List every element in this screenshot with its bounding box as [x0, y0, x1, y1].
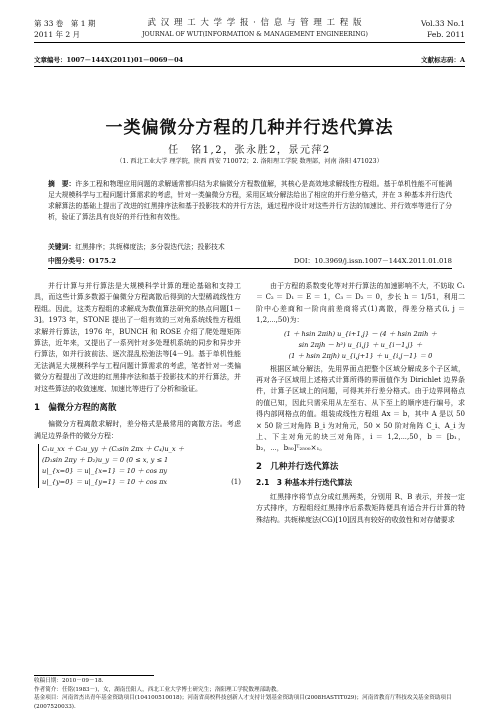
running-header-right — [421, 18, 465, 40]
document-code: 文献标志码：A — [420, 56, 465, 64]
clc-number: 中图分类号：O175.2 — [48, 257, 116, 265]
equation-line: (1 ＋ hsin 2πih) u_{i+1,j} － (4 ＋ hsin 2πih ＋ — [283, 329, 438, 338]
equation-line: sin 2πjh － h²) u_{i,j} ＋ u_{i－1,j} ＋ — [298, 340, 423, 349]
footnote-rule — [34, 675, 154, 676]
paragraph: 由于方程的系数变化等对并行算法的加速影响不大，不妨取 C₁ ＝ C₂ ＝ D₁ ＝ E ＝ 1，C₃ ＝ D₂ ＝ 0，步长 h ＝ 1/51，利用二阶中心差商和一阶向前差商将式(1)离散，得差分格式(i, j ＝ 1,2,⋯,50)为： — [256, 282, 465, 325]
equation-line: (1 ＋ hsin 2πjh) u_{i,j+1} ＋ u_{i,j－1} ＝ 0 — [288, 351, 433, 360]
keywords — [48, 242, 452, 253]
abstract-label: 摘 要： — [48, 180, 76, 188]
section-1-heading: 1 偏微分方程的离散 — [34, 403, 117, 414]
equation-number: (1) — [231, 477, 241, 486]
equation-line: C₁u_xx ＋ C₂u_yy ＋ (C₃sin 2πx ＋ C₄)u_x ＋ — [42, 445, 185, 454]
equation-line: u|_{y=0} ＝ u|_{y=1} ＝ 10 ＋ cos πx — [42, 478, 168, 487]
paragraph: 根据区域分解法，先用界面点把整个区域分解成多个子区域，再对各子区域用上述格式计算所得的界面值作为 Dirichlet 边界条件，计算子区域上的问题，可得其并行差分格式。由于边界网格点的值已知，因此只需采用从左至右、从下至上的顺序进行编号，求得内部网格点的值。组装成线性方程组 Ax ＝ b，其中 A 是以 50 × 50 阶三对角阵 B_i 为对角元，50 × 50 阶对角阵 C_i、A_i 为上、下主对角元的块三对角阵，i ＝ 1,2,⋯,50，b ＝ [b₁，b₂，⋯，b₅₀]ᵀ₂₅₀₀×₁。 — [256, 364, 465, 453]
journal-name-en: JOURNAL OF WUT(INFORMATION & MANAGEMENT ENGINEERING) — [142, 31, 368, 38]
section-2-heading: 2 几种并行迭代算法 — [256, 461, 339, 472]
running-header-center — [110, 18, 400, 40]
equation-line: (D₁sin 2πy ＋ D₂)u_y ＝ 0 (0 ≤ x, y ≤ 1 — [42, 456, 169, 465]
subsection-2-1-heading: 2.1 3 种基本并行迭代算法 — [256, 478, 353, 488]
meta-rule — [34, 66, 465, 67]
intro-paragraph: 并行计算与并行算法是大规模科学计算的理论基础和支持工具，而这些计算多数源于偏微分方程离散后得到的大型稀疏线性方程组。因此，这类方程组的求解成为数值算法研究的热点问题[1－3]。1973 年，STONE 提出了一组有效的三对角系统线性方程组求解并行算法，1976 年，BUNCH 和 ROSE 介绍了爬处理矩阵算法，近年来，又提出了一系列针对多处理机系统的同步和异步并行算法，如并行波前法、逐次混乱松弛法等[4－9]。基于单机性能无法满足大规模科学与工程问题计算需求的考虑，笔者针对一类偏微分方程提出了改进的红黑排序法和基于投影技术的并行算法，并对这些算法的收敛速度、加速比等进行了分析和验证。 — [34, 282, 241, 393]
article-number: 文章编号：1007－144X(2011)01－0069－04 — [34, 56, 184, 64]
funding-info: 基金项目：河南省杰出青年基金资助项目(104100510018)；河南省高校科技创新人才支持计划基金资助项目(2008HASTIT029)；河南省教育厅科技攻关基金资助项目(2007520033). — [34, 695, 452, 710]
paragraph: 红黑排序将节点分成红黑两类，分别用 R、B 表示，并按一定方式排序，方程组经红黑排序后系数矩阵便具有适合并行计算的特殊结构。共轭梯度法(CG)[10]因具有较好的收敛性和对存储要求 — [256, 492, 465, 524]
doi: DOI：10.3969/j.issn.1007－144X.2011.01.018 — [293, 257, 452, 265]
classification-line — [48, 255, 452, 265]
abstract — [48, 179, 452, 223]
journal-name-cn: 武 汉 理 工 大 学 学 报 · 信 息 与 管 理 工 程 版 — [147, 18, 363, 28]
running-header-left — [34, 18, 95, 40]
paper-title: 一类偏微分方程的几种并行迭代算法 — [105, 118, 394, 138]
header-rule — [34, 42, 465, 43]
section-1-text: 偏微分方程离散求解时，差分格式是最常用的离散方法。考虑满足边界条件的微分方程： — [34, 420, 241, 440]
equation-1 — [34, 444, 241, 488]
keywords-label: 关键词： — [48, 243, 76, 251]
date-cn: 2011 年 2 月 — [34, 30, 81, 39]
volume-issue-cn: 第 33 卷 第 1 期 — [34, 19, 96, 28]
right-column — [256, 281, 465, 526]
date-en: Feb. 2011 — [427, 30, 465, 39]
paper-authors: 任 铭1,2，张永胜2，景元萍2 — [168, 145, 331, 156]
author-bio: 作者简介：任铭(1983－)，女，湖南岳阳人，西北工业大学博士研究生；洛阳理工学院数理部助教。 — [34, 686, 282, 693]
received-date: 收稿日期：2010－09－18. — [34, 678, 104, 684]
keywords-text: 红黑排序；共轭梯度法；多分裂迭代法；投影技术 — [75, 243, 225, 251]
volume-issue-en: Vol.33 No.1 — [420, 19, 465, 28]
left-column — [34, 281, 241, 488]
footnotes — [34, 677, 465, 711]
abstract-rule — [48, 268, 452, 269]
abstract-text: 许多工程和物理应用问题的求解通常都归结为求偏微分方程数值解，其核心是高效地求解线性方程组。基于单机性能不可能满足大规模科学与工程问题计算需求的考虑，针对一类偏微分方程，采用区域分解法给出了相应的并行差分格式，并在 3 种基本并行迭代求解算法的基础上提出了改进的红黑排序法和基于投影技术的并行方法，通过程序设计对这些并行方法的加速比、并行效率等进行了分析，验证了算法具有良好的并行性和有效性。 — [48, 180, 453, 221]
author-affiliation: （1. 西北工业大学 理学院，陕西 西安 710072；2. 洛阳理工学院 数理部，河南 洛阳 471023） — [116, 158, 383, 165]
article-meta — [34, 55, 465, 64]
equation-line: u|_{x=0} ＝ u|_{x=1} ＝ 10 ＋ cos πy — [42, 467, 168, 476]
difference-scheme-equation — [256, 329, 465, 362]
